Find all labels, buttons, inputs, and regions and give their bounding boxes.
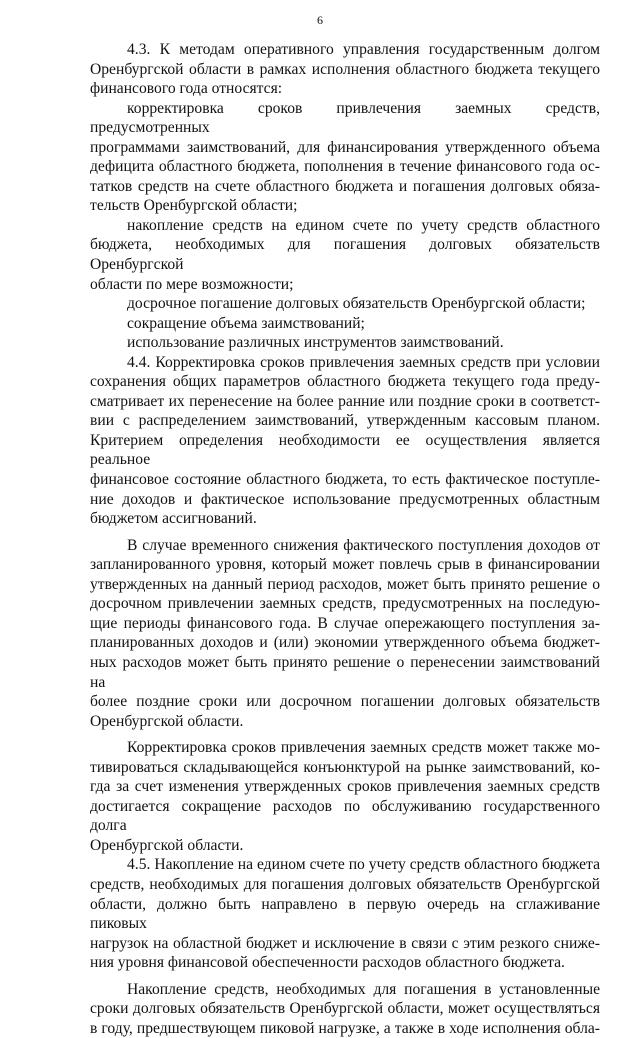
page-number: 6 xyxy=(317,13,323,27)
paragraph-6-line-1: использование различных инструментов заимствований. xyxy=(127,334,504,352)
paragraph-11-line-1: Накопление средств, необходимых для погашения в установленные xyxy=(127,980,600,998)
paragraph-8-line-3: утвержденных на данный период расходов, может быть принято решение о xyxy=(90,575,600,593)
paragraph-7-line-2: сохранения общих параметров областного бюджета текущего года преду- xyxy=(90,373,600,391)
paragraph-8-line-2: запланированного уровня, который может повлечь срыв в финансировании xyxy=(90,556,600,574)
paragraph-7-line-3: сматривает их перенесение на более ранние или поздние сроки в соответст- xyxy=(90,392,600,410)
paragraph-7-line-8: бюджетом ассигнований. xyxy=(90,510,257,528)
paragraph-2-line-3: дефицита областного бюджета, пополнения в течение финансового года ос- xyxy=(90,158,600,176)
paragraph-8-line-5: щие периоды финансового года. В случае опережающего поступления за- xyxy=(90,614,600,632)
paragraph-9-line-2: тивироваться складывающейся конъюнктурой на рынке заимствований, ко- xyxy=(90,758,600,776)
paragraph-11-line-2: сроки долговых обязательств Оренбургской области, может осуществляться xyxy=(90,1000,600,1018)
paragraph-5-line-1: сокращение объема заимствований; xyxy=(127,314,365,332)
paragraph-10-line-2: средств, необходимых для погашения долговых обязательств Оренбургской xyxy=(90,875,600,893)
paragraph-9-line-4: достигается сокращение расходов по обслуживанию государственного долга xyxy=(90,797,600,835)
paragraph-2-line-1: корректировка сроков привлечения заемных средств, предусмотренных xyxy=(90,99,600,137)
paragraph-2-line-2: программами заимствований, для финансирования утвержденного объема xyxy=(90,138,600,156)
document-body xyxy=(90,40,600,1038)
paragraph-10-line-5: ния уровня финансовой обеспеченности расходов областного бюджета. xyxy=(90,954,565,972)
paragraph-1-line-1: 4.3. К методам оперативного управления государственным долгом xyxy=(127,41,600,58)
paragraph-4-line-1: досрочное погашение долговых обязательств Оренбургской области; xyxy=(127,295,586,313)
paragraph-8-line-9: Оренбургской области. xyxy=(90,712,244,730)
paragraph-9-line-5: Оренбургской области. xyxy=(90,836,244,854)
paragraph-10-line-3: области, должно быть направлено в первую очередь на сглаживание пиковых xyxy=(90,895,600,933)
paragraph-8-line-4: досрочном привлечении заемных средств, предусмотренных на последую- xyxy=(90,595,600,613)
paragraph-8-line-8: более поздние сроки или досрочном погашении долговых обязательств xyxy=(90,693,600,711)
paragraph-7-line-7: ние доходов и фактическое использование предусмотренных областным xyxy=(90,490,600,508)
paragraph-10-line-1: 4.5. Накопление на едином счете по учету средств областного бюджета xyxy=(127,856,600,874)
paragraph-3-line-3: области по мере возможности; xyxy=(90,275,294,293)
paragraph-2-line-4: татков средств на счете областного бюджета и погашения долговых обяза- xyxy=(90,177,600,195)
paragraph-8-line-1: В случае временного снижения фактического поступления доходов от xyxy=(127,536,600,554)
paragraph-9-line-1: Корректировка сроков привлечения заемных средств может также мо- xyxy=(127,739,600,757)
paragraph-7-line-4: вии с распределением заимствований, утвержденным кассовым планом. xyxy=(90,412,600,430)
paragraph-8-line-7: ных расходов может быть принято решение о перенесении заимствований на xyxy=(90,653,600,691)
paragraph-7-line-5: Критерием определения необходимости ее осуществления является реальное xyxy=(90,431,600,469)
paragraph-7-line-6: финансовое состояние областного бюджета, то есть фактическое поступле- xyxy=(90,471,600,489)
paragraph-11-line-3: в году, предшествующем пиковой нагрузке, а также в ходе исполнения обла- xyxy=(90,1019,600,1037)
paragraph-7-line-1: 4.4. Корректировка сроков привлечения заемных средств при условии xyxy=(127,353,600,371)
paragraph-3-line-2: бюджета, необходимых для погашения долговых обязательств Оренбургской xyxy=(90,236,600,274)
paragraph-1-line-3: финансового года относятся: xyxy=(90,80,283,98)
paragraph-1-line-2: Оренбургской области в рамках исполнения областного бюджета текущего xyxy=(90,60,600,78)
paragraph-3-line-1: накопление средств на едином счете по учету средств областного xyxy=(127,216,600,234)
paragraph-2-line-5: тельств Оренбургской области; xyxy=(90,197,298,215)
paragraph-9-line-3: гда за счет изменения утвержденных сроков привлечения заемных средств xyxy=(90,778,600,796)
paragraph-10-line-4: нагрузок на областной бюджет и исключение в связи с этим резкого сниже- xyxy=(90,934,600,952)
paragraph-8-line-6: планированных доходов и (или) экономии утвержденного объема бюджет- xyxy=(90,634,600,652)
